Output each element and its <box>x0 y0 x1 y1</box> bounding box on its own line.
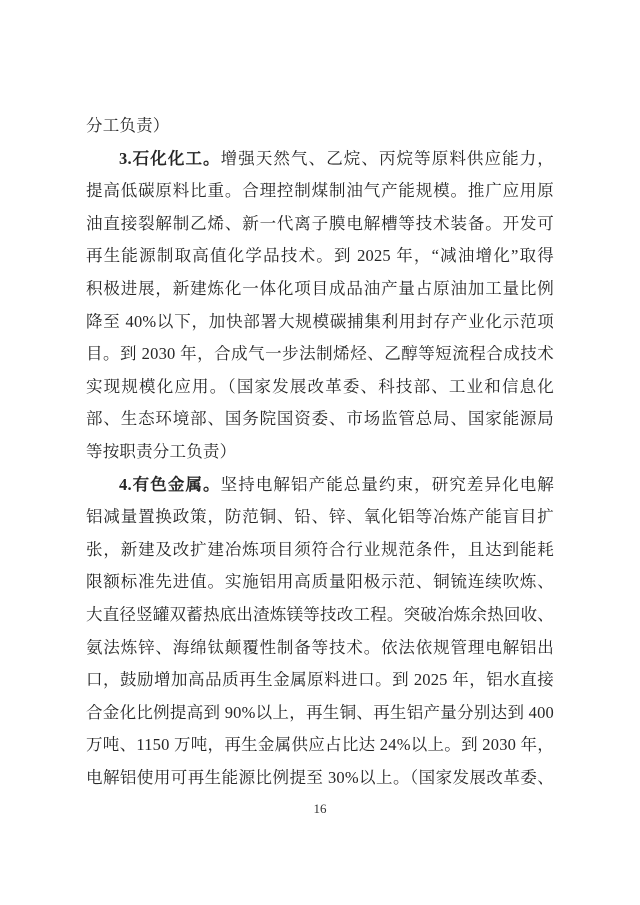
text-line: 合金化比例提高到 90%以上，再生铜、再生铝产量分别达到 400 <box>86 702 554 722</box>
text-line: 口，鼓励增加高品质再生金属原料进口。到 2025 年，铝水直接 <box>86 670 554 690</box>
text-line: 大直径竖罐双蓄热底出渣炼镁等技改工程。突破冶炼余热回收、 <box>86 604 554 624</box>
text-line: 等按职责分工负责） <box>86 441 237 461</box>
page-number: 16 <box>313 801 327 816</box>
text-line: 铝减量置换政策，防范铜、铅、锌、氧化铝等冶炼产能盲目扩 <box>86 507 554 527</box>
text-line: 电解铝使用可再生能源比例提至 30%以上。（国家发展改革委、 <box>86 767 554 787</box>
text-line: 氨法炼锌、海绵钛颠覆性制备等技术。依法依规管理电解铝出 <box>86 637 554 657</box>
text-line: 限额标准先进值。实施铝用高质量阳极示范、铜锍连续吹炼、 <box>86 572 554 592</box>
text-line <box>86 143 554 176</box>
text-line: 部、生态环境部、国务院国资委、市场监管总局、国家能源局 <box>86 409 554 429</box>
text-line: 目。到 2030 年，合成气一步法制烯烃、乙醇等短流程合成技术 <box>86 344 554 364</box>
text-line: 分工负责） <box>86 116 170 135</box>
text-line: 提高低碳原料比重。合理控制煤制油气产能规模。推广应用原 <box>86 181 554 201</box>
text-line: 张，新建及改扩建冶炼项目须符合行业规范条件，且达到能耗 <box>86 539 554 559</box>
document-body <box>86 110 554 794</box>
section-heading-nonferrous-metals: 4.有色金属。 <box>119 474 221 494</box>
text-line: 实现规模化应用。（国家发展改革委、科技部、工业和信息化 <box>86 376 554 396</box>
text-line <box>86 469 554 502</box>
text-line: 积极进展，新建炼化一体化项目成品油产量占原油加工量比例 <box>86 278 554 298</box>
text-line: 再生能源制取高值化学品技术。到 2025 年，“减油增化”取得 <box>86 246 554 266</box>
text-run: 增强天然气、乙烷、丙烷等原料供应能力， <box>220 148 554 168</box>
section-heading-petrochemical: 3.石化化工。 <box>119 148 221 168</box>
text-line: 万吨、1150 万吨，再生金属供应占比达 24%以上。到 2030 年， <box>86 735 554 755</box>
text-run: 坚持电解铝产能总量约束，研究差异化电解 <box>220 474 554 494</box>
text-line: 降至 40%以下，加快部署大规模碳捕集利用封存产业化示范项 <box>86 311 554 331</box>
text-line: 油直接裂解制乙烯、新一代离子膜电解槽等技术装备。开发可 <box>86 213 554 233</box>
